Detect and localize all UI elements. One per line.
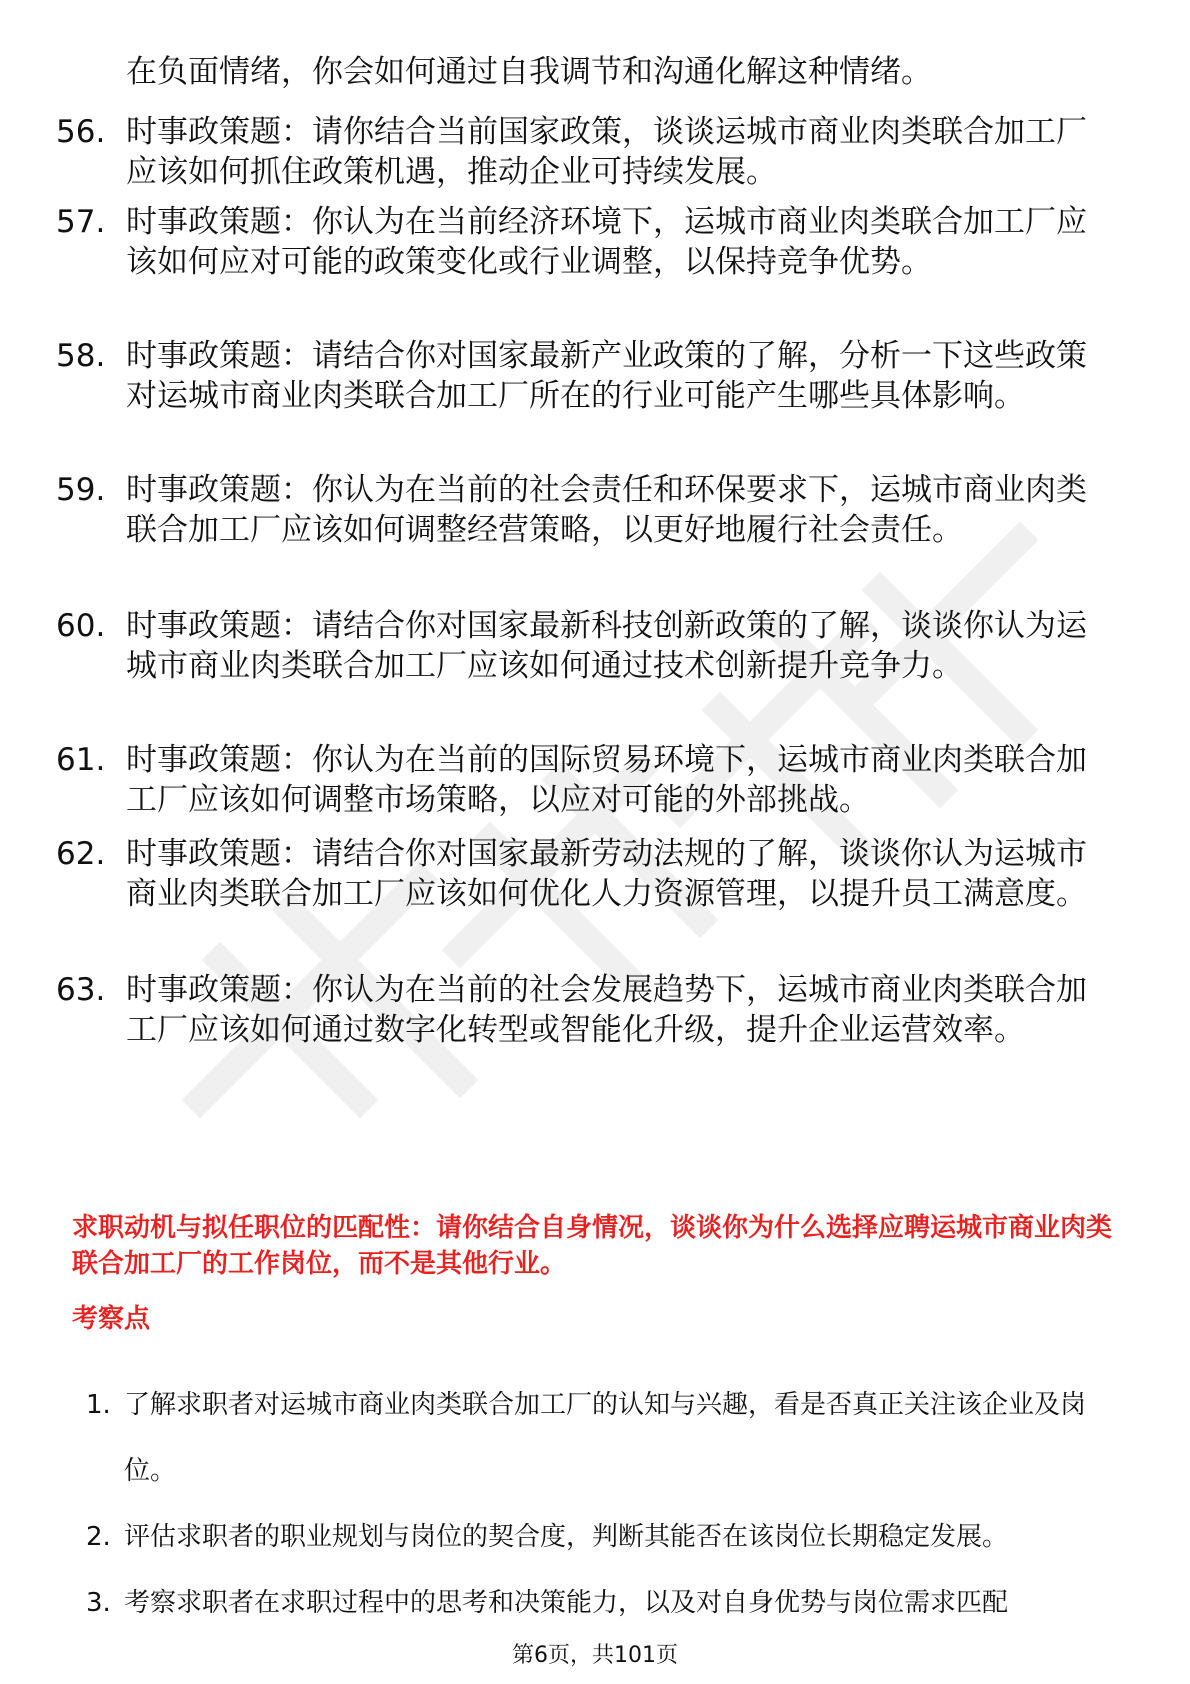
section-subheading: 考察点	[72, 1304, 151, 1334]
question-number: 56.	[56, 114, 106, 150]
question-number: 57.	[56, 204, 106, 240]
question-number: 62.	[56, 836, 106, 872]
question-text: 时事政策题：请你结合当前国家政策，谈谈运城市商业肉类联合加工厂应该如何抓住政策机遇，推动企业可持续发展。	[126, 114, 1087, 190]
section-heading: 求职动机与拟任职位的匹配性：请你结合自身情况，谈谈你为什么选择应聘运城市商业肉类联合加工厂的工作岗位，而不是其他行业。	[72, 1213, 1113, 1279]
question-number: 58.	[56, 338, 106, 374]
question-text: 时事政策题：你认为在当前经济环境下，运城市商业肉类联合加工厂应该如何应对可能的政策变化或行业调整，以保持竞争优势。	[126, 204, 1087, 280]
page-footer: 第6页，共101页	[512, 1643, 678, 1668]
watermark-graphic	[160, 480, 1060, 1180]
point-number: 1.	[86, 1390, 111, 1420]
question-text: 时事政策题：请结合你对国家最新产业政策的了解，分析一下这些政策对运城市商业肉类联合加工厂所在的行业可能产生哪些具体影响。	[126, 338, 1087, 414]
question-text: 时事政策题：你认为在当前的国际贸易环境下，运城市商业肉类联合加工厂应该如何调整市场策略，以应对可能的外部挑战。	[126, 742, 1087, 818]
question-number: 60.	[56, 608, 106, 644]
point-text: 评估求职者的职业规划与岗位的契合度，判断其能否在该岗位长期稳定发展。	[124, 1522, 1009, 1552]
question-number: 59.	[56, 472, 106, 508]
point-number: 2.	[86, 1522, 111, 1552]
point-text: 考察求职者在求职过程中的思考和决策能力，以及对自身优势与岗位需求匹配	[124, 1588, 1009, 1618]
question-text: 时事政策题：请结合你对国家最新科技创新政策的了解，谈谈你认为运城市商业肉类联合加工厂应该如何通过技术创新提升竞争力。	[126, 608, 1087, 684]
question-text: 时事政策题：请结合你对国家最新劳动法规的了解，谈谈你认为运城市商业肉类联合加工厂应该如何优化人力资源管理，以提升员工满意度。	[126, 836, 1087, 912]
point-number: 3.	[86, 1588, 111, 1618]
question-number: 61.	[56, 742, 106, 778]
continuation-text: 在负面情绪，你会如何通过自我调节和沟通化解这种情绪。	[126, 54, 932, 90]
question-text: 时事政策题：你认为在当前的社会责任和环保要求下，运城市商业肉类联合加工厂应该如何调整经营策略，以更好地履行社会责任。	[126, 472, 1087, 548]
question-text: 时事政策题：你认为在当前的社会发展趋势下，运城市商业肉类联合加工厂应该如何通过数字化转型或智能化升级，提升企业运营效率。	[126, 972, 1087, 1048]
question-number: 63.	[56, 972, 106, 1008]
point-text: 了解求职者对运城市商业肉类联合加工厂的认知与兴趣，看是否真正关注该企业及岗位。	[124, 1390, 1087, 1486]
